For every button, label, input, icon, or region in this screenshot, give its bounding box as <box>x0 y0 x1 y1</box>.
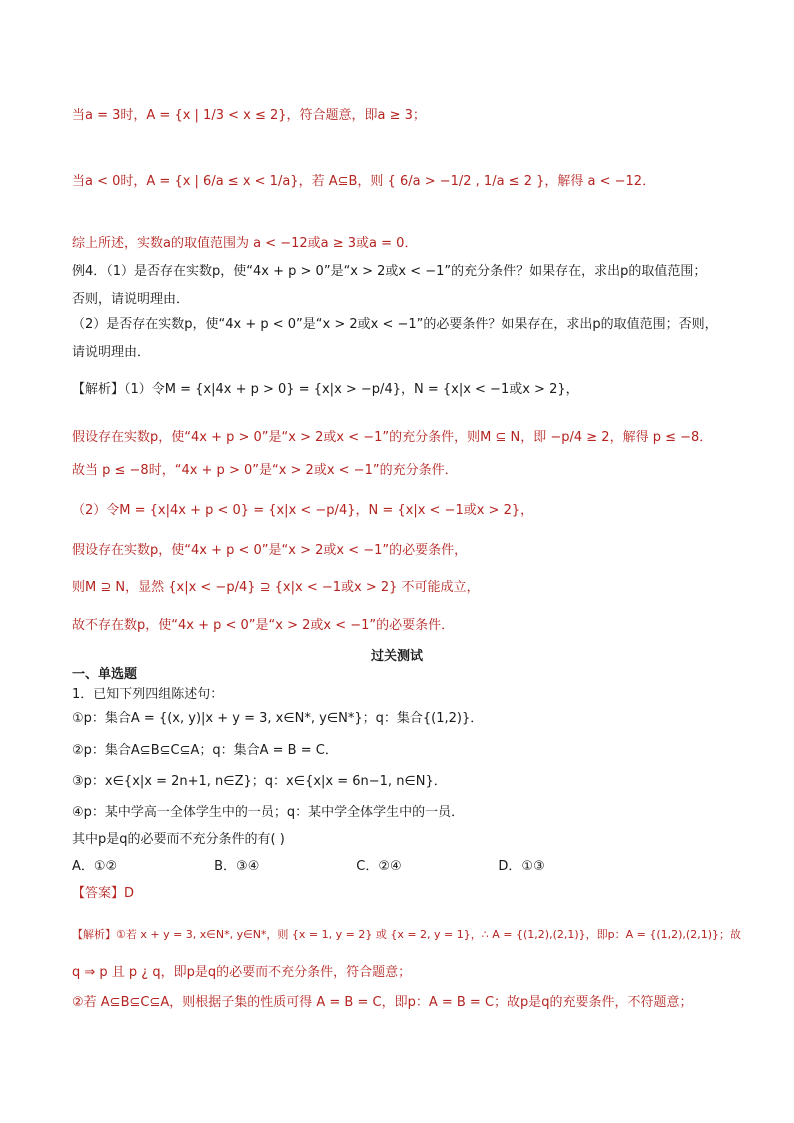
text-line: （2）令M = {x|4x + p < 0} = {x|x < −p/4}，N = {x|x < −1或x > 2}， <box>72 503 534 518</box>
section-title: 过关测试 <box>370 649 423 664</box>
text-line: 故不存在数p，使“4x + p < 0”是“x > 2或x < −1”的必要条件． <box>72 618 455 633</box>
statement-1: ①p：集合A = {(x, y)|x + y = 3, x∈N*, y∈N*}；q：集合{(1,2)}． <box>72 711 484 726</box>
analysis-line-3: ②若 A⊆B⊆C⊆A，则根据子集的性质可得 A = B = C，即p：A = B = C；故p是q的充要条件，不符题意； <box>72 995 693 1010</box>
statement-3: ③p：x∈{x|x = 2n+1, n∈Z}；q：x∈{x|x = 6n−1, n∈N}． <box>72 774 447 789</box>
example-4-part-2: （2）是否存在实数p，使“4x + p < 0”是“x > 2或x < −1”的必要条件？如果存在，求出p的取值范围；否则， <box>72 317 718 332</box>
text-line: 当a = 3时，A = {x | 1/3 < x ≤ 2}，符合题意，即a ≥ 3； <box>72 108 426 123</box>
text-line: 假设存在实数p，使“4x + p < 0”是“x > 2或x < −1”的必要条件， <box>72 543 468 558</box>
text-line: 当a < 0时，A = {x | 6/a ≤ x < 1/a}，若 A⊆B，则 { 6/a > −1/2 , 1/a ≤ 2 }，解得 a < −12． <box>72 174 656 189</box>
option-a[interactable]: A．①② <box>72 859 118 874</box>
option-d[interactable]: D．①③ <box>498 859 545 874</box>
option-c[interactable]: C．②④ <box>356 859 402 874</box>
text-line: 否则，请说明理由． <box>72 292 190 307</box>
statement-4: ④p：某中学高一全体学生中的一员；q：某中学全体学生中的一员． <box>72 805 465 820</box>
analysis-heading-line: 【解析】（1）令M = {x|4x + p > 0} = {x|x > −p/4}，N = {x|x < −1或x > 2}， <box>72 382 579 397</box>
options-row <box>72 857 734 877</box>
text-line: 请说明理由． <box>72 345 151 360</box>
analysis-line-1: 【解析】①若 x + y = 3, x∈N*, y∈N*，则 {x = 1, y = 2} 或 {x = 2, y = 1}，∴ A = {(1,2),(2,1)}，即p：A = {(1,2),(2,1)}；故 <box>72 928 742 941</box>
example-4-part-1: 例4．（1）是否存在实数p，使“4x + p > 0”是“x > 2或x < −1”的充分条件？如果存在，求出p的取值范围； <box>72 264 707 279</box>
analysis-line-2: q ⇒ p 且 p ¿ q，即p是q的必要而不充分条件，符合题意； <box>72 965 412 980</box>
text-line: 假设存在实数p，使“4x + p > 0”是“x > 2或x < −1”的充分条件，则M ⊆ N，即 −p/4 ≥ 2，解得 p ≤ −8． <box>72 430 713 445</box>
question-text: 其中p是q的必要而不充分条件的有( ) <box>72 832 285 847</box>
text-line: 故当 p ≤ −8时，“4x + p > 0”是“x > 2或x < −1”的充分条件． <box>72 463 458 478</box>
option-b[interactable]: B．③④ <box>214 859 260 874</box>
question-stem: 1．已知下列四组陈述句： <box>72 687 224 702</box>
answer-line: 【答案】D <box>72 886 135 901</box>
section-heading: 一、单选题 <box>72 667 138 682</box>
statement-2: ②p：集合A⊆B⊆C⊆A；q：集合A = B = C． <box>72 743 338 758</box>
text-line: 则M ⊇ N，显然 {x|x < −p/4} ⊇ {x|x < −1或x > 2} 不可能成立， <box>72 580 480 595</box>
text-line: 综上所述，实数a的取值范围为 a < −12或a ≥ 3或a = 0． <box>72 236 418 251</box>
